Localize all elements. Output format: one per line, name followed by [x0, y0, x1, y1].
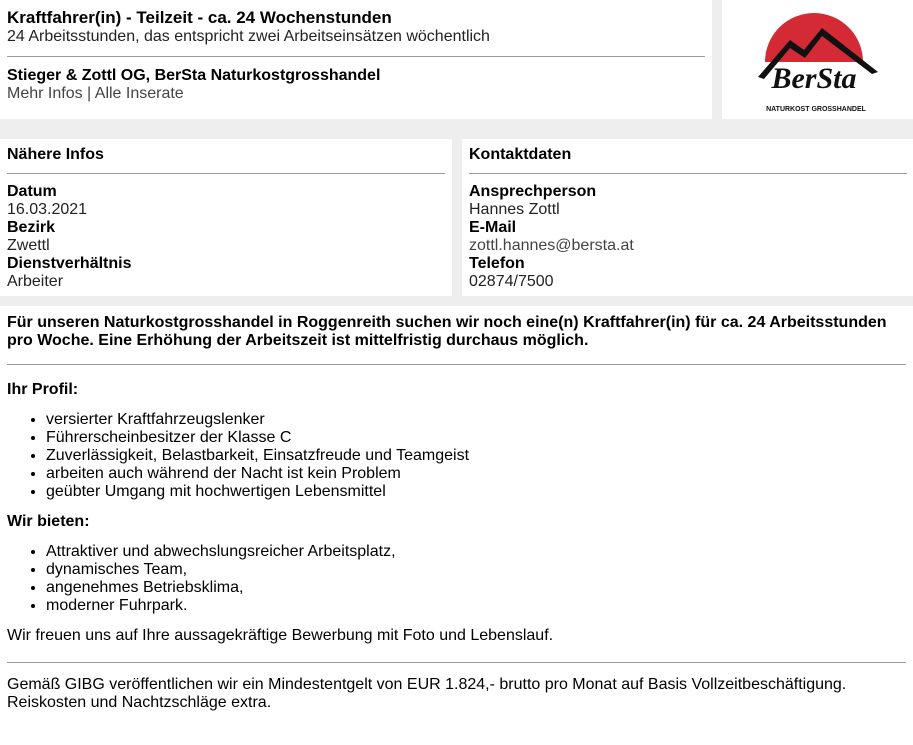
divider: [7, 56, 705, 57]
phone-label: Telefon: [469, 255, 525, 272]
closing-text: Wir freuen uns auf Ihre aussagekräftige Bewerbung mit Foto und Lebenslauf.: [7, 627, 554, 644]
contact-heading: Kontaktdaten: [469, 146, 572, 163]
header-links: [7, 85, 705, 103]
intro-text: Für unseren Naturkostgrosshandel in Roggenreith suchen wir noch eine(n) Kraftfahrer(in) für ca. 24 Arbeitsstunden pro Woche. Eine Erhöhung der Arbeitszeit ist mittelfristig durchaus möglich.: [7, 314, 887, 349]
email-link[interactable]: zottl.hannes@bersta.at: [469, 237, 634, 254]
divider: [7, 662, 906, 663]
list-item: • angenehmes Betriebsklima,: [46, 579, 906, 597]
details-heading: Nähere Infos: [7, 146, 104, 163]
offer-heading: Wir bieten:: [7, 513, 90, 530]
employment-label: Dienstverhältnis: [7, 255, 132, 272]
contact-panel: [462, 139, 913, 296]
divider: [7, 173, 445, 174]
divider: [469, 173, 907, 174]
date-label: Datum: [7, 183, 57, 200]
offer-list: [7, 543, 906, 615]
list-item: • Zuverlässigkeit, Belastbarkeit, Einsatzfreude und Teamgeist: [46, 447, 906, 465]
all-listings-link[interactable]: Alle Inserate: [94, 85, 184, 102]
employment-value: Arbeiter: [7, 273, 64, 290]
list-item: • versierter Kraftfahrzeugslenker: [46, 411, 906, 429]
list-item: • dynamisches Team,: [46, 561, 906, 579]
list-item: • moderner Fuhrpark.: [46, 597, 906, 615]
job-title: Kraftfahrer(in) - Teilzeit - ca. 24 Wochenstunden: [7, 8, 392, 27]
details-panel: [0, 139, 452, 296]
phone-value: 02874/7500: [469, 273, 554, 290]
job-description: [0, 306, 913, 745]
link-separator: |: [87, 85, 92, 102]
email-label: E-Mail: [469, 219, 517, 236]
divider: [7, 364, 906, 365]
list-item: • Attraktiver und abwechslungsreicher Arbeitsplatz,: [46, 543, 906, 561]
contact-person-value: Hannes Zottl: [469, 201, 560, 218]
list-item: • arbeiten auch während der Nacht ist kein Problem: [46, 465, 906, 483]
bersta-logo-icon: [722, 0, 913, 119]
district-label: Bezirk: [7, 219, 56, 236]
logo-tagline: NATURKOST GROSSHANDEL: [766, 106, 866, 113]
profile-list: [7, 411, 906, 501]
job-header: [0, 0, 712, 119]
contact-person-label: Ansprechperson: [469, 183, 597, 200]
date-value: 16.03.2021: [7, 201, 88, 218]
company-name: Stieger & Zottl OG, BerSta Naturkostgrosshandel: [7, 67, 381, 84]
company-logo: [722, 0, 913, 119]
more-info-link[interactable]: Mehr Infos: [7, 85, 83, 102]
district-value: Zwettl: [7, 237, 50, 254]
job-subtitle: 24 Arbeitsstunden, das entspricht zwei Arbeitseinsätzen wöchentlich: [7, 28, 490, 45]
list-item: • Führerscheinbesitzer der Klasse C: [46, 429, 906, 447]
logo-wordmark: BerSta: [771, 62, 857, 95]
profile-heading: Ihr Profil:: [7, 381, 79, 398]
salary-note: Gemäß GIBG veröffentlichen wir ein Mindestentgelt von EUR 1.824,- brutto pro Monat auf Basis Vollzeitbeschäftigung. Reiskosten und Nachtzschläge extra.: [7, 676, 847, 711]
list-item: • geübter Umgang mit hochwertigen Lebensmittel: [46, 483, 906, 501]
